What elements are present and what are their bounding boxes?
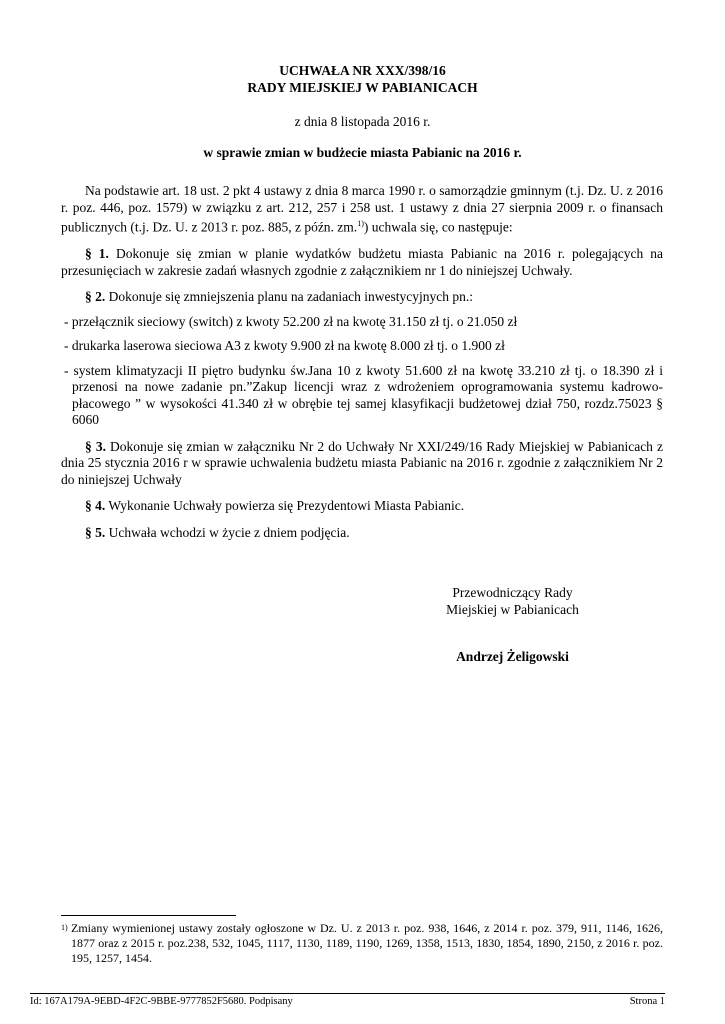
footnote-marker: 1)	[61, 923, 68, 932]
section-4-text: Wykonanie Uchwały powierza się Prezydentowi Miasta Pabianic.	[105, 498, 465, 513]
section-1-text: Dokonuje się zmian w planie wydatków budżetu miasta Pabianic na 2016 r. polegających na przesunięciach w zakresie zadań własnych zgodnie z załącznikiem nr 1 do niniejszej Uchwały.	[61, 246, 663, 278]
footnote-divider	[61, 915, 236, 916]
signature-name: Andrzej Żeligowski	[456, 649, 569, 664]
signature-title-1: Przewodniczący Rady	[452, 585, 573, 600]
section-2-item: - przełącznik sieciowy (switch) z kwoty 52.200 zł na kwotę 31.150 zł tj. o 21.050 zł	[64, 313, 518, 329]
council-name: RADY MIEJSKIEJ W PABIANICACH	[247, 80, 478, 95]
section-2	[61, 289, 663, 306]
footer-divider	[30, 993, 665, 994]
section-2-item: - drukarka laserowa sieciowa A3 z kwoty 9.900 zł na kwotę 8.000 zł tj. o 1.900 zł	[64, 338, 505, 353]
section-3-label: § 3.	[85, 438, 106, 454]
section-4-label: § 4.	[85, 498, 106, 513]
section-3-text: Dokonuje się zmian w załączniku Nr 2 do Uchwały Nr XXI/249/16 Rady Miejskiej w Pabianicach z dnia 25 stycznia 2016 r w sprawie uchwalenia budżetu miasta Pabianic na 2016 r. zgodnie z załącznikiem Nr 2 do niniejszej Uchwały	[61, 438, 663, 487]
section-1	[61, 246, 663, 279]
footnote-reference: 1)	[357, 219, 364, 228]
section-1-label: § 1.	[85, 246, 109, 261]
resolution-subject: w sprawie zmian w budżecie miasta Pabianic na 2016 r.	[203, 145, 522, 160]
footnote	[61, 921, 663, 966]
page-number: Strona 1	[629, 996, 665, 1007]
section-4	[61, 498, 663, 515]
section-2-text: Dokonuje się zmniejszenia planu na zadaniach inwestycyjnych pn.:	[105, 289, 474, 304]
footnote-text: Zmiany wymienionej ustawy zostały ogłoszone w Dz. U. z 2013 r. poz. 938, 1646, z 2014 r. poz. 379, 911, 1146, 1626, 1877 oraz z 2015 r. poz.238, 532, 1045, 1117, 1130, 1189, 1190, 1269, 1358, 1513, 1830, 1854, 1890, 2150, z 2016 r. poz. 195, 1257, 1454.	[71, 921, 663, 965]
resolution-body	[61, 183, 663, 541]
section-5-label: § 5.	[85, 524, 106, 540]
preamble	[61, 183, 663, 236]
section-2-label: § 2.	[85, 289, 106, 304]
preamble-text-end: ) uchwala się, co następuje:	[363, 219, 513, 235]
resolution-number: UCHWAŁA NR XXX/398/16	[279, 63, 446, 78]
document-id: Id: 167A179A-9EBD-4F2C-9BBE-9777852F5680. Podpisany	[30, 996, 293, 1007]
signature-title-2: Miejskiej w Pabianicach	[446, 602, 579, 617]
preamble-text: Na podstawie art. 18 ust. 2 pkt 4 ustawy z dnia 8 marca 1990 r. o samorządzie gminnym (t.j. Dz. U. z 2016 r. poz. 446, poz. 1579) w związku z art. 212, 257 i 258 ust. 1 ustawy z dnia 27 sierpnia 2009 r. o finansach publicznych (t.j. Dz. U. z 2013 r. poz. 885, z późn. zm.	[61, 183, 663, 235]
section-2-item: - system klimatyzacji II piętro budynku św.Jana 10 z kwoty 51.600 zł na kwotę 33.210 zł tj. o 18.390 zł i przenosi na nowe zadanie pn.”Zakup licencji wraz z wdrożeniem oprogramowania systemu kadrowo-płacowego ” w wysokości 41.340 zł w obrębie tej samej klasyfikacji budżetowej dział 750, rozdz.75023 § 6060	[64, 362, 663, 427]
section-5	[61, 525, 663, 542]
resolution-date: z dnia 8 listopada 2016 r.	[294, 114, 431, 129]
section-5-text: Uchwała wchodzi w życie z dniem podjęcia.	[105, 524, 350, 540]
section-3	[61, 439, 663, 489]
